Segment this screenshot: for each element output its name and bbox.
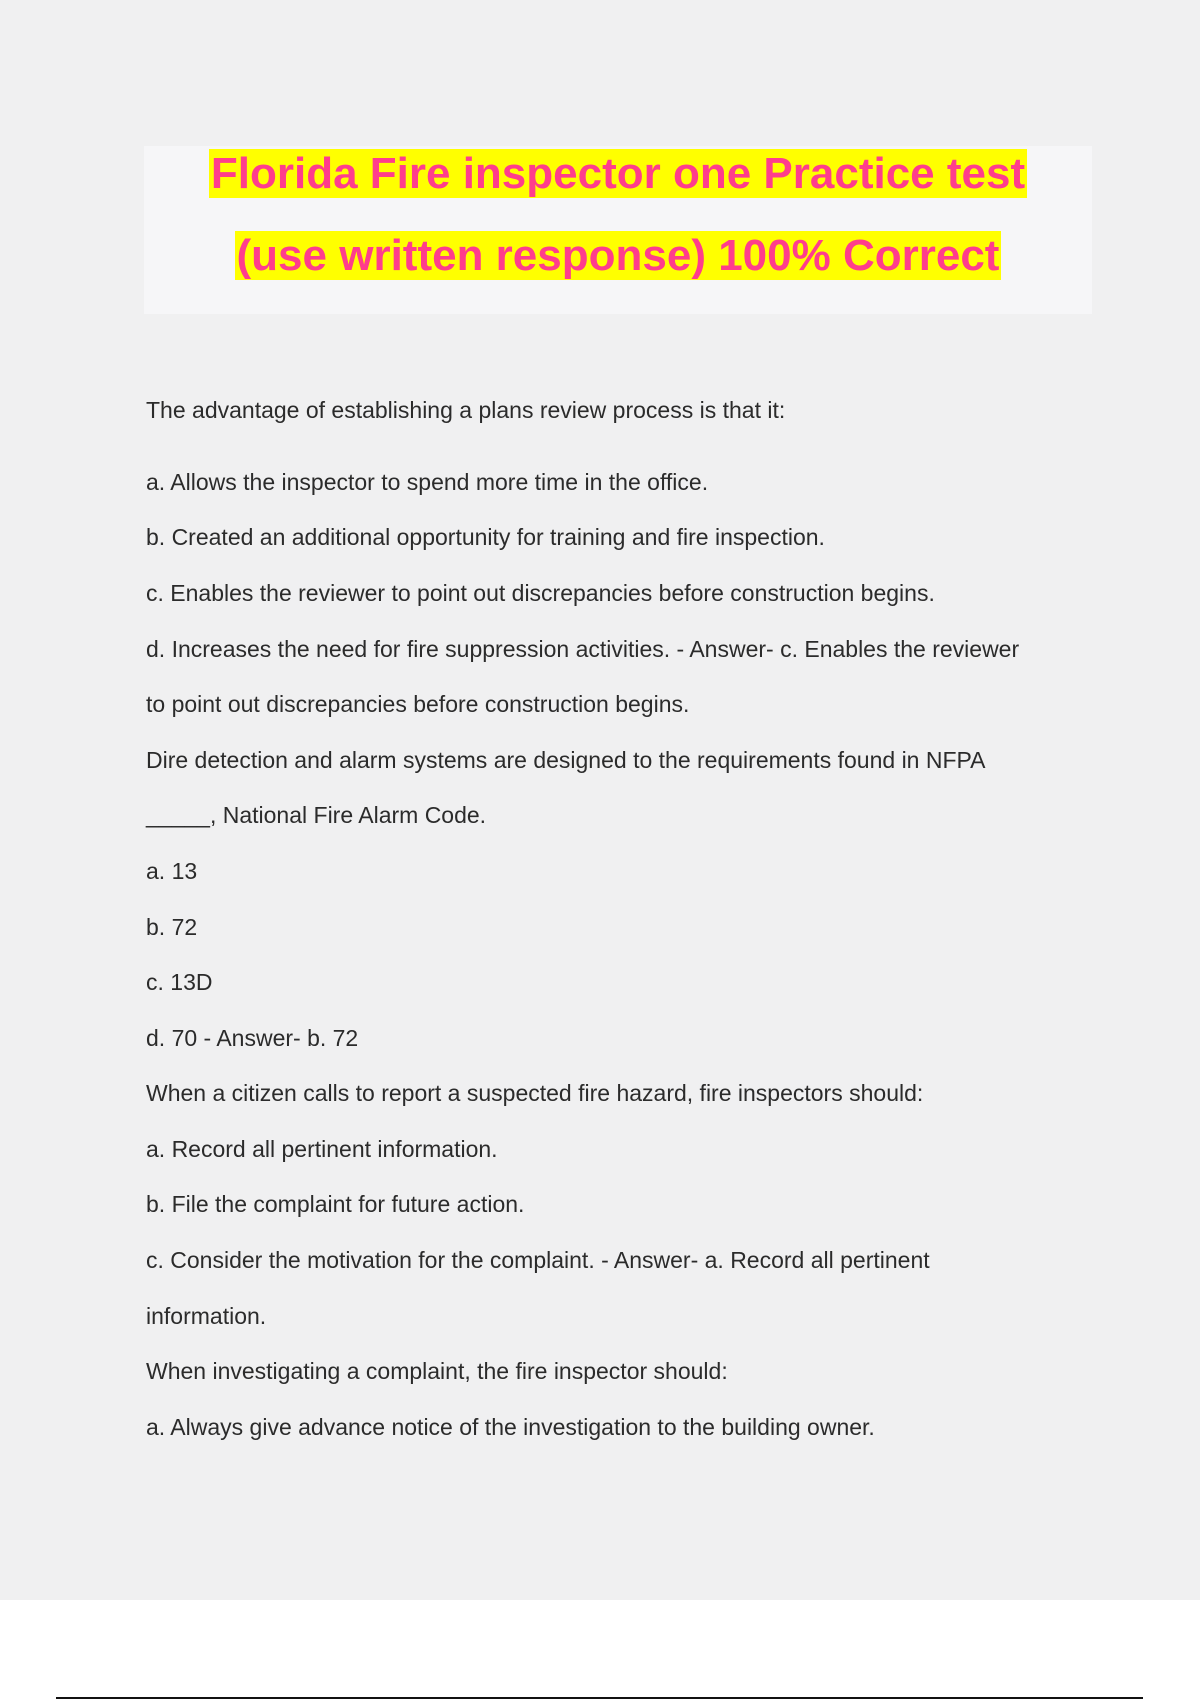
option-line: d. Increases the need for fire suppression activities. - Answer- c. Enables the reviewer bbox=[146, 636, 1020, 662]
title-text-1: Florida Fire inspector one Practice test bbox=[210, 149, 1026, 198]
option-line: b. Created an additional opportunity for training and fire inspection. bbox=[146, 524, 825, 550]
question-line: When a citizen calls to report a suspected fire hazard, fire inspectors should: bbox=[146, 1080, 924, 1106]
title-line-2 bbox=[144, 228, 1092, 284]
option-line: b. File the complaint for future action. bbox=[146, 1191, 525, 1217]
option-line: b. 72 bbox=[146, 914, 198, 940]
question-line: The advantage of establishing a plans review process is that it: bbox=[146, 397, 786, 423]
option-line: c. Enables the reviewer to point out discrepancies before construction begins. bbox=[146, 580, 935, 606]
answer-line: to point out discrepancies before construction begins. bbox=[146, 691, 690, 717]
option-line: a. 13 bbox=[146, 858, 198, 884]
question-line: When investigating a complaint, the fire inspector should: bbox=[146, 1358, 728, 1384]
option-line: a. Allows the inspector to spend more time in the office. bbox=[146, 469, 709, 495]
question-line: Dire detection and alarm systems are designed to the requirements found in NFPA bbox=[146, 747, 986, 773]
footer-divider bbox=[56, 1697, 1143, 1699]
option-line: c. 13D bbox=[146, 969, 213, 995]
option-line: d. 70 - Answer- b. 72 bbox=[146, 1025, 359, 1051]
title-block bbox=[144, 146, 1092, 314]
title-text-2: (use written response) 100% Correct bbox=[236, 231, 1000, 280]
answer-line: information. bbox=[146, 1303, 267, 1329]
option-line: c. Consider the motivation for the complaint. - Answer- a. Record all pertinent bbox=[146, 1247, 930, 1273]
option-line: a. Always give advance notice of the investigation to the building owner. bbox=[146, 1414, 875, 1440]
question-line: _____, National Fire Alarm Code. bbox=[146, 802, 487, 828]
page-footer bbox=[0, 1600, 1200, 1700]
option-line: a. Record all pertinent information. bbox=[146, 1136, 498, 1162]
title-line-1 bbox=[144, 146, 1092, 202]
